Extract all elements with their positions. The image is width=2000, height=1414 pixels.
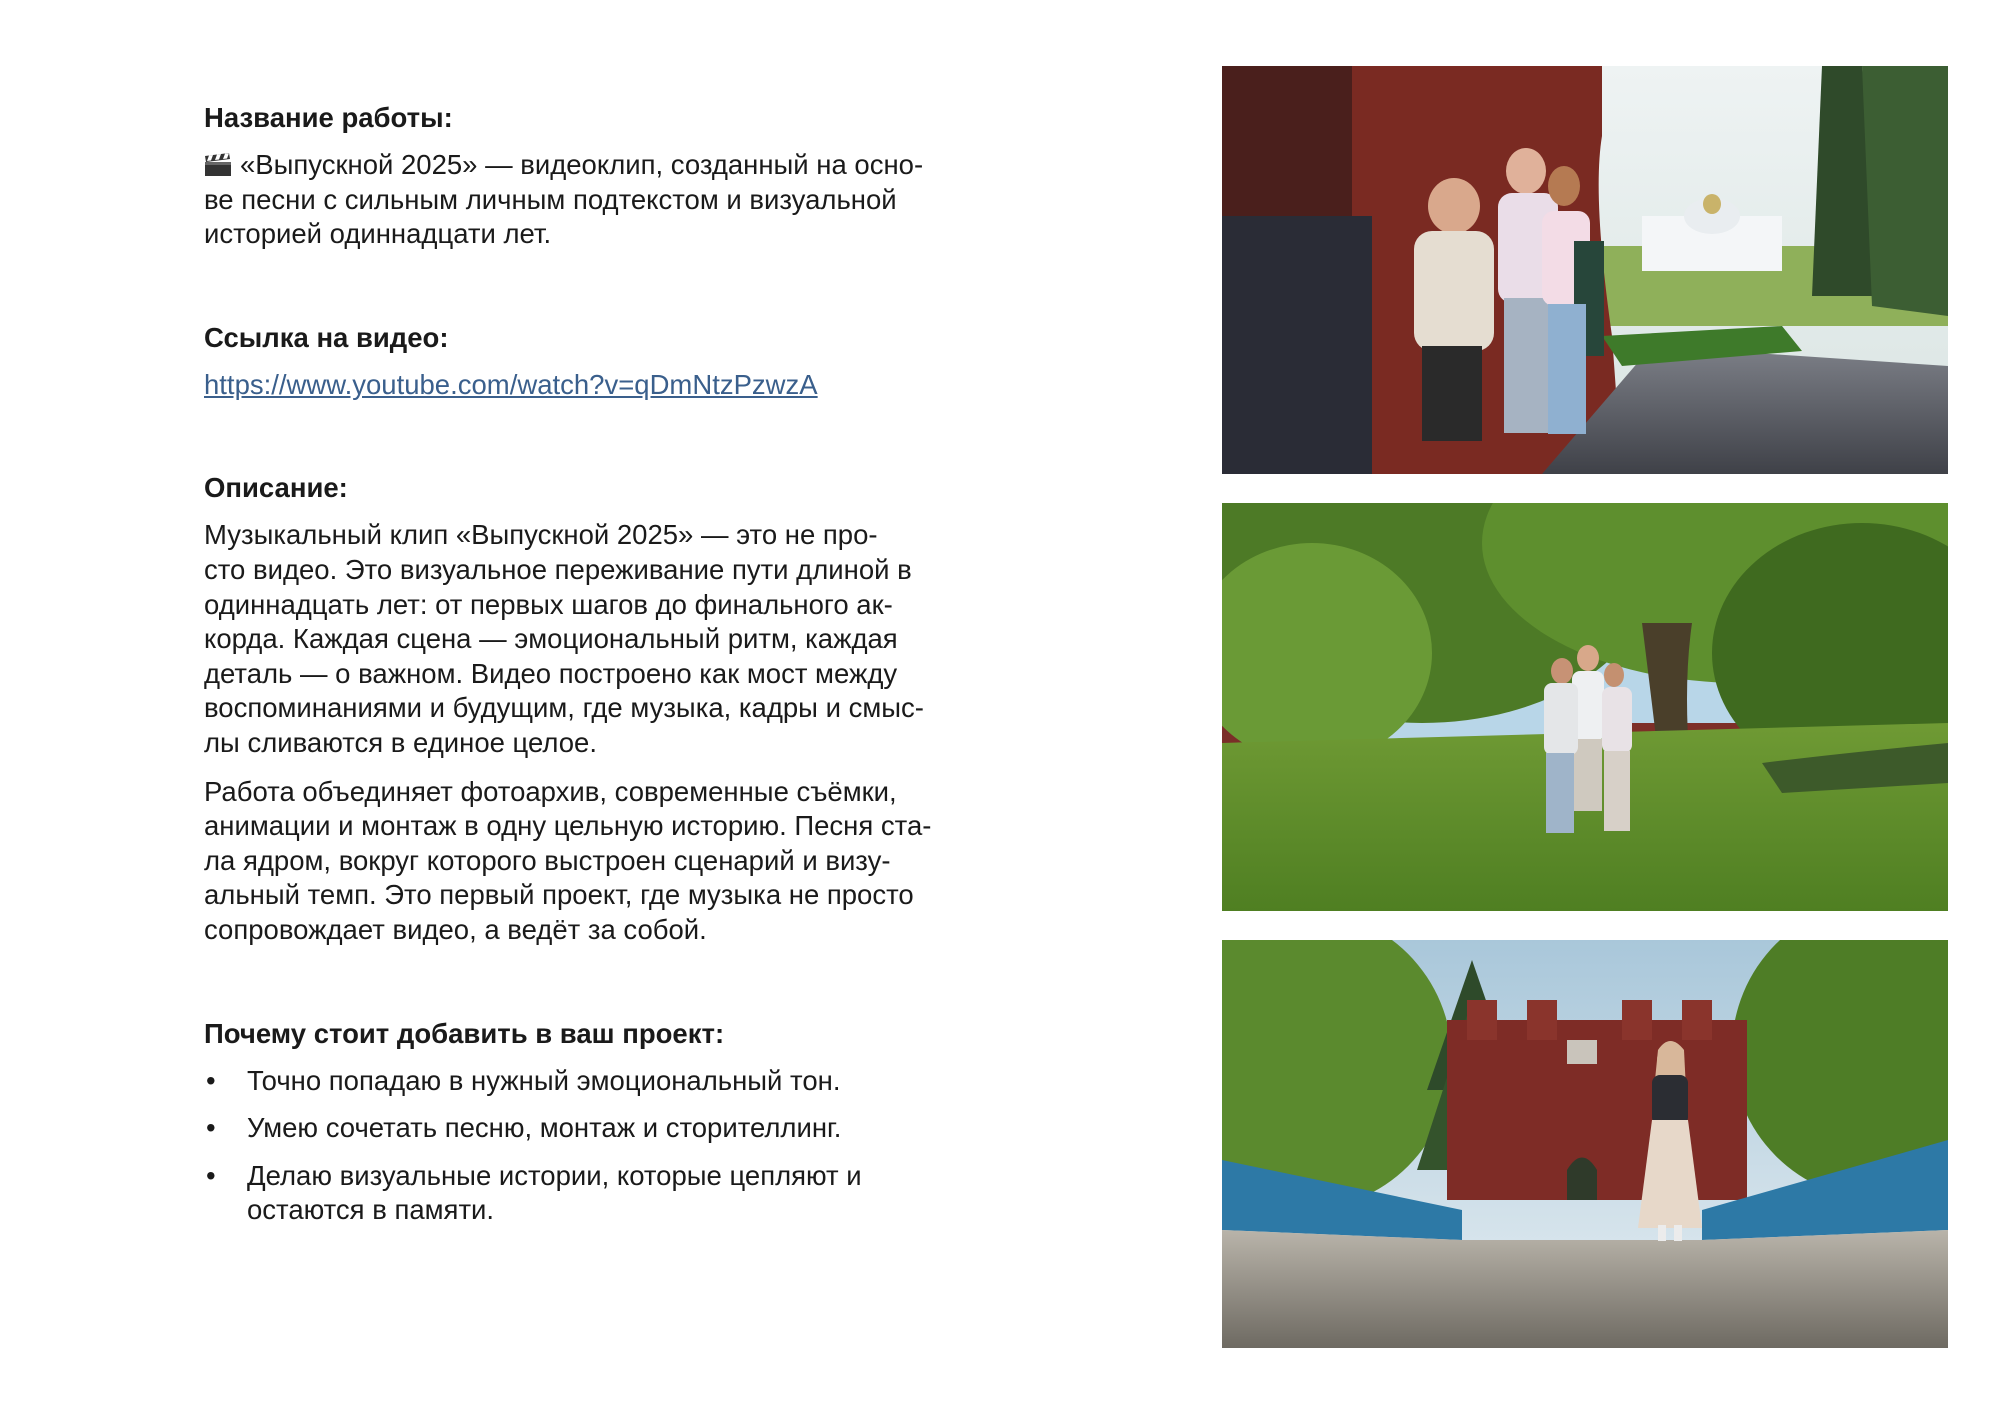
reasons-list bbox=[204, 1064, 964, 1228]
bullet: • bbox=[206, 1112, 216, 1144]
description-heading: Описание: bbox=[204, 472, 348, 504]
list-item-text: Умею сочетать песню, монтаж и сторителлинг. bbox=[247, 1112, 842, 1144]
text-column bbox=[204, 98, 964, 1241]
bullet: • bbox=[206, 1159, 216, 1191]
work-title-text bbox=[204, 148, 964, 252]
photo-family-park bbox=[1222, 503, 1948, 911]
work-title-body: «Выпускной 2025» — видеоклип, созданный на осно- ве песни с сильным личным подтекстом и визуальной историей одиннадцати лет. bbox=[204, 149, 924, 250]
list-item-text: Делаю визуальные истории, которые цепляют и остаются в памяти. bbox=[247, 1159, 862, 1226]
description-paragraph: Работа объединяет фотоархив, современные съёмки, анимации и монтаж в одну цельную историю. Песня ста- ла ядром, вокруг которого выстроен сценарий и визу- альный темп. Это первый проект, где музыка не просто сопровождает видео, а ведёт за собой. bbox=[204, 775, 932, 945]
photo-girl-on-bridge bbox=[1222, 940, 1948, 1348]
work-title-heading: Название работы: bbox=[204, 102, 453, 133]
photo-family-fortress-gate bbox=[1222, 66, 1948, 474]
bullet: • bbox=[206, 1064, 216, 1096]
list-item bbox=[204, 1064, 964, 1099]
description-paragraph: Музыкальный клип «Выпускной 2025» — это не про- сто видео. Это визуальное переживание пути длиной в одиннадцать лет: от первых шагов до финального ак- корда. Каждая сцена — эмоциональный ритм, каждая деталь — о важном. Видео построено как мост между воспоминаниями и будущим, где музыка, кадры и смыс- лы сливаются в единое целое. bbox=[204, 519, 924, 758]
list-item-text: Точно попадаю в нужный эмоциональный тон. bbox=[247, 1064, 841, 1096]
list-item bbox=[204, 1159, 964, 1228]
list-item bbox=[204, 1111, 964, 1146]
video-link-heading: Ссылка на видео: bbox=[204, 321, 449, 353]
clapperboard-icon bbox=[204, 151, 232, 175]
youtube-link[interactable]: https://www.youtube.com/watch?v=qDmNtzPzwzA bbox=[204, 368, 818, 400]
why-heading: Почему стоит добавить в ваш проект: bbox=[204, 1017, 725, 1049]
